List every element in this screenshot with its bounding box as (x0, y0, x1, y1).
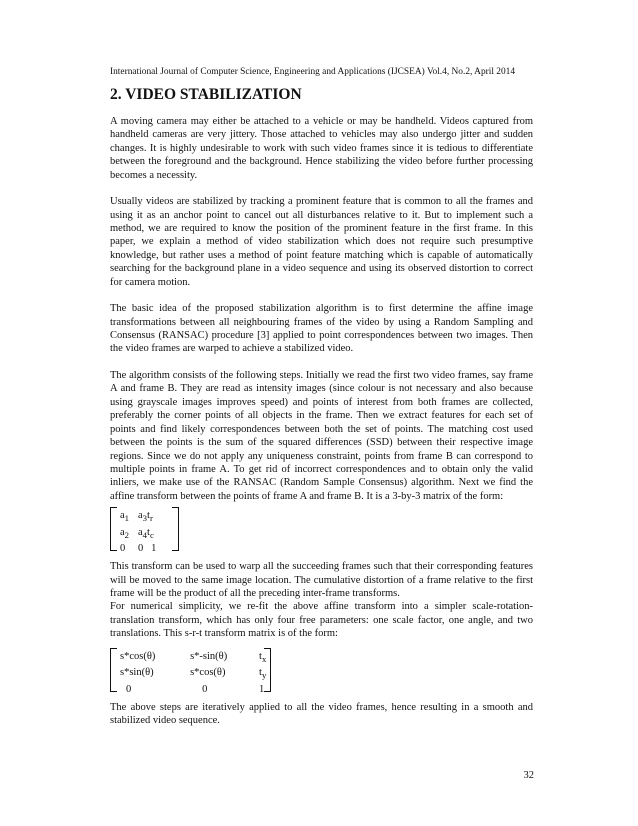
matrix-cell: $t_x$ (259, 650, 267, 664)
matrix-cell: $a_3t_r$ (138, 510, 153, 524)
matrix-row (120, 666, 270, 683)
section-title: 2. VIDEO STABILIZATION (110, 86, 302, 103)
matrix-cell: s*cos(θ) (120, 650, 156, 662)
matrix-row (120, 526, 156, 543)
paragraph: This transform can be used to warp all the succeeding frames such that their corresponding features will be moved to the same image location. The cumulative distortion of a frame relative to the first frame will be the product of all the preceding inter-frame transforms. (110, 561, 533, 599)
srt-matrix-table (120, 650, 270, 696)
paragraph: The basic idea of the proposed stabilization algorithm is to first determine the affine image transformations between all neighbouring frames of the video by using a Random Sampling and Consensus (RANSAC) procedure [3] applied to point correspondences between two images. Then the video frames are warped to achieve a stabilized video. (110, 303, 533, 355)
running-header: International Journal of Computer Science, Engineering and Applications (IJCSEA) Vol.4, No.2, April 2014 (110, 67, 516, 77)
matrix-cell: s*sin(θ) (120, 667, 154, 679)
body-text (110, 115, 533, 741)
paragraph: The algorithm consists of the following steps. Initially we read the first two video frames, say frame A and frame B. They are read as intensity images (since colour is not necessary and also because using grayscale images improves speed) and points of interest from both frames are collected, preferably the corner points of all objects in the frame. Then we extract features for each set of points and find likely correspondences between both the set of points. The matching cost used between the points is the sum of the squared differences (SSD) between their respective image regions. Since we do not apply any uniqueness constraint, points from frame B can correspond to multiple points in frame A. To get rid of incorrect correspondences and to obtain only the valid inliers, we make use of the RANSAC (Random Sample Consensus) algorithm. Next we find the affine transform between the points of frame A and frame B. It is a 3-by-3 matrix of the form: (110, 370, 533, 502)
matrix-cell: 0 (126, 683, 132, 695)
matrix-row (120, 542, 156, 555)
matrix-cell: $a_2$ (120, 526, 130, 540)
matrix-cell: s*-sin(θ) (190, 650, 228, 662)
matrix-row (120, 683, 270, 696)
matrix-cell: s*cos(θ) (190, 667, 226, 679)
matrix-cell: 1 (259, 683, 265, 695)
bracket-left (110, 648, 117, 692)
matrix-cell: 0 1 (138, 543, 157, 555)
matrix-cell: 0 (202, 683, 208, 695)
affine-matrix (110, 509, 178, 555)
paragraph: Usually videos are stabilized by tracking a prominent feature that is common to all the frames and using it as an anchor point to cancel out all disturbances relative to it. But to implement such a method, we are required to know the position of the prominent feature in the first frame. In this paper, we explain a method of video stabilization which does not require such presumptive knowledge, but rather uses a method of point feature matching which is capable of automatically searching for the background plane in a video sequence and using its observed distortion to correct for camera motion. (110, 196, 533, 288)
bracket-right (264, 648, 271, 692)
matrix-cell: $a_1$ (120, 510, 130, 524)
matrix-cell: $a_4t_c$ (138, 526, 154, 540)
bracket-right (172, 507, 179, 551)
srt-matrix (110, 650, 270, 695)
page-number: 32 (523, 770, 534, 781)
affine-matrix-table (120, 509, 156, 555)
bracket-left (110, 507, 117, 551)
paragraph: For numerical simplicity, we re-fit the above affine transform into a simpler scale-rotation-translation transform, which has only four free parameters: one scale factor, one angle, and two translations. This s-r-t transform matrix is of the form: (110, 601, 533, 640)
matrix-row (120, 509, 156, 526)
matrix-cell: $t_y$ (259, 667, 267, 681)
matrix-row (120, 650, 270, 667)
matrix-cell: 0 (120, 543, 126, 555)
paragraph: The above steps are iteratively applied to all the video frames, hence resulting in a smooth and stabilized video sequence. (110, 701, 533, 726)
paragraph: A moving camera may either be attached to a vehicle or may be handheld. Videos captured from handheld cameras are very jittery. Those attached to vehicles may also undergo jitter and sudden changes. It is highly undesirable to work with such video frames since it is tedious to differentiate between the foreground and the background. Hence stabilizing the video before further processing becomes a necessity. (110, 116, 533, 181)
